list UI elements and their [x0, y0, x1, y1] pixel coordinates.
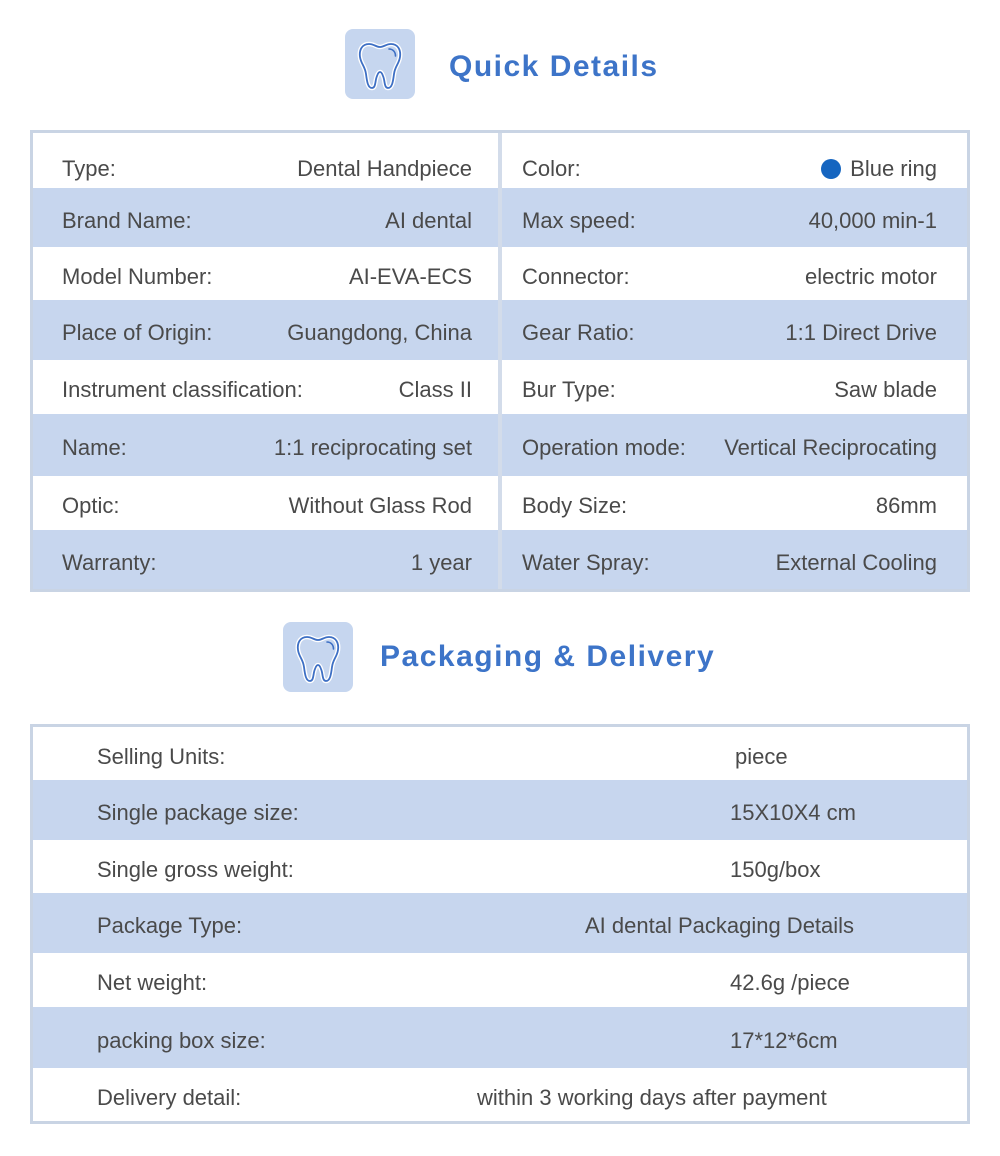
spec-row: [33, 300, 498, 360]
packaging-value: 15X10X4 cm: [730, 800, 856, 825]
spec-label: Warranty:: [62, 549, 157, 575]
color-value: [821, 156, 937, 182]
quick-details-table: [30, 130, 970, 592]
spec-value: AI-EVA-ECS: [348, 263, 472, 289]
spec-row: [33, 530, 498, 589]
quick-details-left-column: [33, 133, 498, 589]
spec-row: [33, 247, 498, 300]
packaging-value: 17*12*6cm: [730, 1027, 838, 1053]
tooth-icon: [345, 29, 415, 99]
tooth-icon: [283, 622, 353, 692]
packaging-label: Net weight:: [97, 970, 208, 995]
spec-label: Max speed:: [522, 207, 636, 233]
spec-value: AI dental: [385, 207, 472, 233]
spec-value: 1:1 reciprocating set: [273, 435, 472, 460]
spec-label: Gear Ratio:: [522, 320, 635, 345]
spec-row: [502, 414, 967, 476]
spec-label: Model Number:: [62, 263, 213, 289]
spec-row: [33, 476, 498, 530]
spec-row: [502, 530, 967, 589]
spec-value: 1 year: [410, 549, 472, 575]
quick-details-right-column: [502, 133, 967, 589]
packaging-label: packing box size:: [97, 1027, 266, 1053]
packaging-label: Single package size:: [97, 800, 299, 825]
packaging-row: [33, 893, 967, 953]
spec-label: Optic:: [62, 493, 120, 518]
spec-label: Name:: [62, 435, 127, 460]
packaging-label: Delivery detail:: [97, 1084, 242, 1110]
spec-label: Body Size:: [522, 493, 628, 518]
spec-value: Saw blade: [834, 377, 937, 402]
spec-label: Type:: [62, 155, 116, 181]
packaging-delivery-title: Packaging & Delivery: [380, 640, 716, 673]
color-swatch: [821, 159, 841, 179]
spec-label: Color:: [522, 155, 581, 181]
spec-row: [33, 414, 498, 476]
packaging-label: Selling Units:: [97, 743, 226, 769]
packaging-value: 42.6g /piece: [730, 970, 850, 995]
spec-label: Operation mode:: [522, 435, 686, 460]
packaging-label: Package Type:: [97, 913, 243, 938]
packaging-row: [33, 727, 967, 780]
spec-label: Connector:: [522, 263, 630, 289]
spec-value: Class II: [398, 377, 472, 402]
spec-value: External Cooling: [775, 549, 937, 575]
spec-label: Brand Name:: [62, 207, 192, 233]
spec-label: Instrument classification:: [62, 377, 303, 402]
spec-value: Dental Handpiece: [297, 155, 472, 181]
packaging-row: [33, 780, 967, 840]
spec-row: [33, 133, 498, 188]
quick-details-title: Quick Details: [449, 50, 659, 83]
packaging-row: [33, 1007, 967, 1068]
spec-row: [502, 300, 967, 360]
packaging-value: piece: [735, 743, 788, 769]
spec-row: [502, 188, 967, 247]
spec-value: 1:1 Direct Drive: [785, 320, 937, 345]
spec-row: [33, 360, 498, 414]
packaging-value: within 3 working days after payment: [477, 1084, 827, 1110]
packaging-row: [33, 840, 967, 893]
packaging-delivery-table: [30, 724, 970, 1124]
packaging-label: Single gross weight:: [97, 856, 294, 882]
spec-label: Water Spray:: [522, 549, 650, 575]
packaging-row: [33, 1068, 967, 1121]
spec-value: Without Glass Rod: [288, 493, 472, 518]
spec-label: Bur Type:: [522, 377, 616, 402]
spec-value: Blue ring: [850, 155, 937, 181]
packaging-value: 150g/box: [730, 856, 821, 882]
spec-value: 40,000 min-1: [808, 207, 937, 233]
spec-row: [502, 247, 967, 300]
spec-value: Vertical Reciprocating: [724, 435, 937, 460]
spec-value: 86mm: [875, 493, 937, 518]
packaging-row: [33, 953, 967, 1007]
spec-value: Guangdong, China: [287, 320, 472, 345]
spec-row: [502, 133, 967, 188]
spec-row: [502, 476, 967, 530]
spec-value: electric motor: [804, 263, 937, 289]
spec-label: Place of Origin:: [62, 320, 213, 345]
packaging-value: AI dental Packaging Details: [585, 913, 855, 938]
spec-row: [33, 188, 498, 247]
spec-row: [502, 360, 967, 414]
